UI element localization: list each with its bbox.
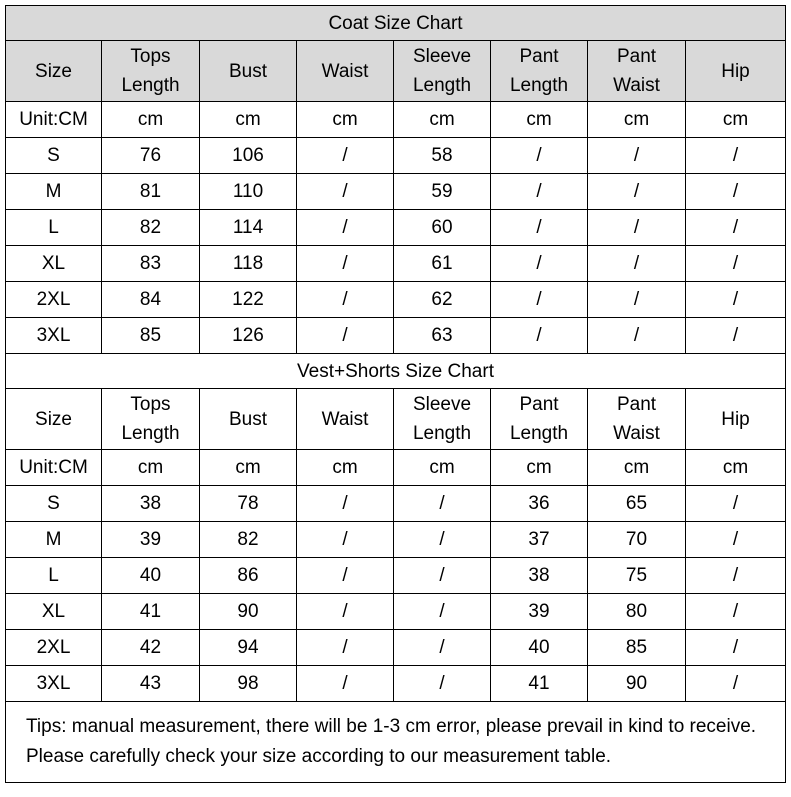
vest-cell: 94 bbox=[200, 630, 297, 666]
vest-header-text: Length bbox=[412, 423, 472, 444]
coat-cell: / bbox=[588, 138, 686, 174]
vest-cell: 98 bbox=[200, 666, 297, 702]
vest-cell: / bbox=[394, 486, 491, 522]
vest-cell: 3XL bbox=[6, 666, 102, 702]
tips-cell bbox=[6, 702, 786, 783]
vest-cell: / bbox=[297, 594, 394, 630]
vest-header-text: Pant bbox=[519, 394, 559, 415]
vest-cell: / bbox=[394, 630, 491, 666]
vest-header-text: Sleeve bbox=[412, 394, 472, 415]
vest-cell: 82 bbox=[200, 522, 297, 558]
vest-cell: 38 bbox=[491, 558, 588, 594]
coat-cell: / bbox=[297, 174, 394, 210]
vest-cell: / bbox=[686, 630, 786, 666]
coat-table-row bbox=[6, 246, 786, 282]
coat-cell: / bbox=[297, 282, 394, 318]
coat-cell: L bbox=[6, 210, 102, 246]
vest-cell: / bbox=[297, 522, 394, 558]
vest-header-cell bbox=[200, 389, 297, 450]
vest-table-row bbox=[6, 594, 786, 630]
vest-cell: / bbox=[394, 594, 491, 630]
vest-cell: cm bbox=[297, 450, 394, 486]
size-chart-table bbox=[5, 5, 786, 783]
vest-cell: 39 bbox=[102, 522, 200, 558]
coat-cell: 2XL bbox=[6, 282, 102, 318]
vest-header-text: Size bbox=[35, 408, 72, 430]
coat-cell: / bbox=[297, 246, 394, 282]
coat-cell: / bbox=[686, 246, 786, 282]
coat-header-text: Waist bbox=[613, 75, 660, 96]
coat-cell: / bbox=[686, 174, 786, 210]
coat-table-row bbox=[6, 282, 786, 318]
coat-cell: 61 bbox=[394, 246, 491, 282]
vest-cell: / bbox=[686, 486, 786, 522]
vest-cell: / bbox=[394, 522, 491, 558]
tip-line-1: Tips: manual measurement, there will be 1-3 cm error, please prevail in kind to receive. bbox=[26, 716, 757, 737]
coat-table-row bbox=[6, 210, 786, 246]
vest-header-cell bbox=[102, 389, 200, 450]
vest-title-row bbox=[6, 354, 786, 389]
coat-cell: / bbox=[297, 318, 394, 354]
vest-header-text: Bust bbox=[228, 408, 268, 430]
vest-cell: / bbox=[686, 522, 786, 558]
vest-table-row bbox=[6, 522, 786, 558]
coat-cell: 60 bbox=[394, 210, 491, 246]
coat-cell: / bbox=[588, 174, 686, 210]
coat-header-cell bbox=[686, 41, 786, 102]
coat-header-cell bbox=[200, 41, 297, 102]
tips-row bbox=[6, 702, 786, 783]
vest-cell: L bbox=[6, 558, 102, 594]
coat-cell: / bbox=[491, 210, 588, 246]
vest-header-text: Waist bbox=[613, 423, 660, 444]
coat-cell: 63 bbox=[394, 318, 491, 354]
vest-cell: 70 bbox=[588, 522, 686, 558]
vest-header-cell bbox=[491, 389, 588, 450]
vest-cell: 2XL bbox=[6, 630, 102, 666]
vest-cell: 75 bbox=[588, 558, 686, 594]
coat-cell: 3XL bbox=[6, 318, 102, 354]
coat-cell: / bbox=[491, 138, 588, 174]
vest-cell: M bbox=[6, 522, 102, 558]
vest-cell: cm bbox=[102, 450, 200, 486]
vest-cell: / bbox=[297, 630, 394, 666]
vest-cell: cm bbox=[200, 450, 297, 486]
vest-cell: 41 bbox=[491, 666, 588, 702]
coat-table-row bbox=[6, 318, 786, 354]
vest-cell: cm bbox=[588, 450, 686, 486]
coat-table-row bbox=[6, 138, 786, 174]
coat-header-text: Length bbox=[121, 75, 180, 96]
vest-cell: 37 bbox=[491, 522, 588, 558]
coat-cell: cm bbox=[297, 102, 394, 138]
vest-header-row bbox=[6, 389, 786, 450]
vest-cell: 78 bbox=[200, 486, 297, 522]
coat-header-cell bbox=[297, 41, 394, 102]
coat-cell: / bbox=[491, 174, 588, 210]
coat-chart-title: Coat Size Chart bbox=[6, 6, 786, 41]
coat-header-row bbox=[6, 41, 786, 102]
coat-cell: / bbox=[686, 210, 786, 246]
coat-cell: M bbox=[6, 174, 102, 210]
vest-table-row bbox=[6, 630, 786, 666]
coat-header-text: Length bbox=[509, 75, 569, 96]
coat-cell: / bbox=[491, 282, 588, 318]
coat-cell: 122 bbox=[200, 282, 297, 318]
vest-header-cell bbox=[6, 389, 102, 450]
coat-cell: / bbox=[686, 318, 786, 354]
vest-cell: / bbox=[686, 558, 786, 594]
coat-cell: / bbox=[491, 318, 588, 354]
vest-cell: 38 bbox=[102, 486, 200, 522]
coat-cell: XL bbox=[6, 246, 102, 282]
coat-cell: cm bbox=[491, 102, 588, 138]
coat-header-text: Tops bbox=[130, 46, 171, 67]
coat-cell: 106 bbox=[200, 138, 297, 174]
vest-cell: S bbox=[6, 486, 102, 522]
vest-cell: / bbox=[394, 558, 491, 594]
coat-cell: 110 bbox=[200, 174, 297, 210]
coat-header-text: Bust bbox=[228, 60, 268, 82]
coat-header-text: Waist bbox=[321, 60, 369, 82]
vest-cell: Unit:CM bbox=[6, 450, 102, 486]
tip-line-2: Please carefully check your size according to our measurement table. bbox=[26, 746, 612, 767]
vest-cell: 36 bbox=[491, 486, 588, 522]
coat-header-text: Pant bbox=[519, 46, 559, 67]
vest-cell: 40 bbox=[102, 558, 200, 594]
coat-cell: / bbox=[297, 138, 394, 174]
coat-header-cell bbox=[102, 41, 200, 102]
vest-header-cell bbox=[588, 389, 686, 450]
vest-cell: 41 bbox=[102, 594, 200, 630]
coat-cell: 84 bbox=[102, 282, 200, 318]
coat-cell: 76 bbox=[102, 138, 200, 174]
coat-cell: cm bbox=[686, 102, 786, 138]
vest-cell: 80 bbox=[588, 594, 686, 630]
coat-header-text: Pant bbox=[616, 46, 657, 67]
coat-header-text: Size bbox=[35, 60, 72, 82]
vest-cell: / bbox=[686, 594, 786, 630]
vest-header-text: Hip bbox=[721, 408, 750, 430]
coat-header-cell bbox=[394, 41, 491, 102]
coat-cell: 62 bbox=[394, 282, 491, 318]
coat-cell: 83 bbox=[102, 246, 200, 282]
coat-header-text: Length bbox=[412, 75, 472, 96]
vest-cell: cm bbox=[491, 450, 588, 486]
coat-cell: S bbox=[6, 138, 102, 174]
vest-cell: / bbox=[686, 666, 786, 702]
coat-cell: / bbox=[297, 210, 394, 246]
vest-cell: XL bbox=[6, 594, 102, 630]
coat-header-cell bbox=[6, 41, 102, 102]
vest-cell: / bbox=[394, 666, 491, 702]
coat-title-row bbox=[6, 6, 786, 41]
vest-header-cell bbox=[297, 389, 394, 450]
coat-cell: / bbox=[588, 246, 686, 282]
coat-cell: 118 bbox=[200, 246, 297, 282]
vest-cell: / bbox=[297, 558, 394, 594]
coat-cell: 81 bbox=[102, 174, 200, 210]
vest-cell: 86 bbox=[200, 558, 297, 594]
coat-cell: cm bbox=[588, 102, 686, 138]
vest-cell: 90 bbox=[200, 594, 297, 630]
vest-cell: 39 bbox=[491, 594, 588, 630]
coat-cell: / bbox=[491, 246, 588, 282]
vest-table-row bbox=[6, 558, 786, 594]
coat-header-cell bbox=[491, 41, 588, 102]
vest-cell: 42 bbox=[102, 630, 200, 666]
coat-cell: / bbox=[686, 138, 786, 174]
coat-cell: / bbox=[588, 318, 686, 354]
vest-cell: cm bbox=[394, 450, 491, 486]
coat-cell: 126 bbox=[200, 318, 297, 354]
vest-header-text: Length bbox=[509, 423, 569, 444]
coat-cell: 59 bbox=[394, 174, 491, 210]
coat-cell: 85 bbox=[102, 318, 200, 354]
coat-header-cell bbox=[588, 41, 686, 102]
vest-header-text: Length bbox=[121, 423, 180, 444]
vest-table-row bbox=[6, 486, 786, 522]
coat-cell: / bbox=[588, 210, 686, 246]
vest-header-cell bbox=[686, 389, 786, 450]
coat-cell: / bbox=[686, 282, 786, 318]
coat-cell: 58 bbox=[394, 138, 491, 174]
coat-cell: cm bbox=[102, 102, 200, 138]
coat-cell: cm bbox=[200, 102, 297, 138]
vest-header-cell bbox=[394, 389, 491, 450]
coat-header-text: Sleeve bbox=[412, 46, 472, 67]
coat-table-row bbox=[6, 102, 786, 138]
coat-header-text: Hip bbox=[721, 60, 750, 82]
coat-table-row bbox=[6, 174, 786, 210]
vest-table-row bbox=[6, 450, 786, 486]
vest-header-text: Waist bbox=[321, 408, 369, 430]
vest-cell: / bbox=[297, 666, 394, 702]
coat-cell: 114 bbox=[200, 210, 297, 246]
coat-cell: 82 bbox=[102, 210, 200, 246]
vest-header-text: Pant bbox=[616, 394, 657, 415]
vest-cell: 65 bbox=[588, 486, 686, 522]
vest-cell: 40 bbox=[491, 630, 588, 666]
coat-cell: / bbox=[588, 282, 686, 318]
coat-cell: Unit:CM bbox=[6, 102, 102, 138]
vest-cell: 90 bbox=[588, 666, 686, 702]
vest-table-row bbox=[6, 666, 786, 702]
vest-cell: 43 bbox=[102, 666, 200, 702]
coat-cell: cm bbox=[394, 102, 491, 138]
vest-cell: / bbox=[297, 486, 394, 522]
vest-cell: cm bbox=[686, 450, 786, 486]
vest-header-text: Tops bbox=[130, 394, 171, 415]
vest-chart-title: Vest+Shorts Size Chart bbox=[6, 354, 786, 389]
vest-cell: 85 bbox=[588, 630, 686, 666]
